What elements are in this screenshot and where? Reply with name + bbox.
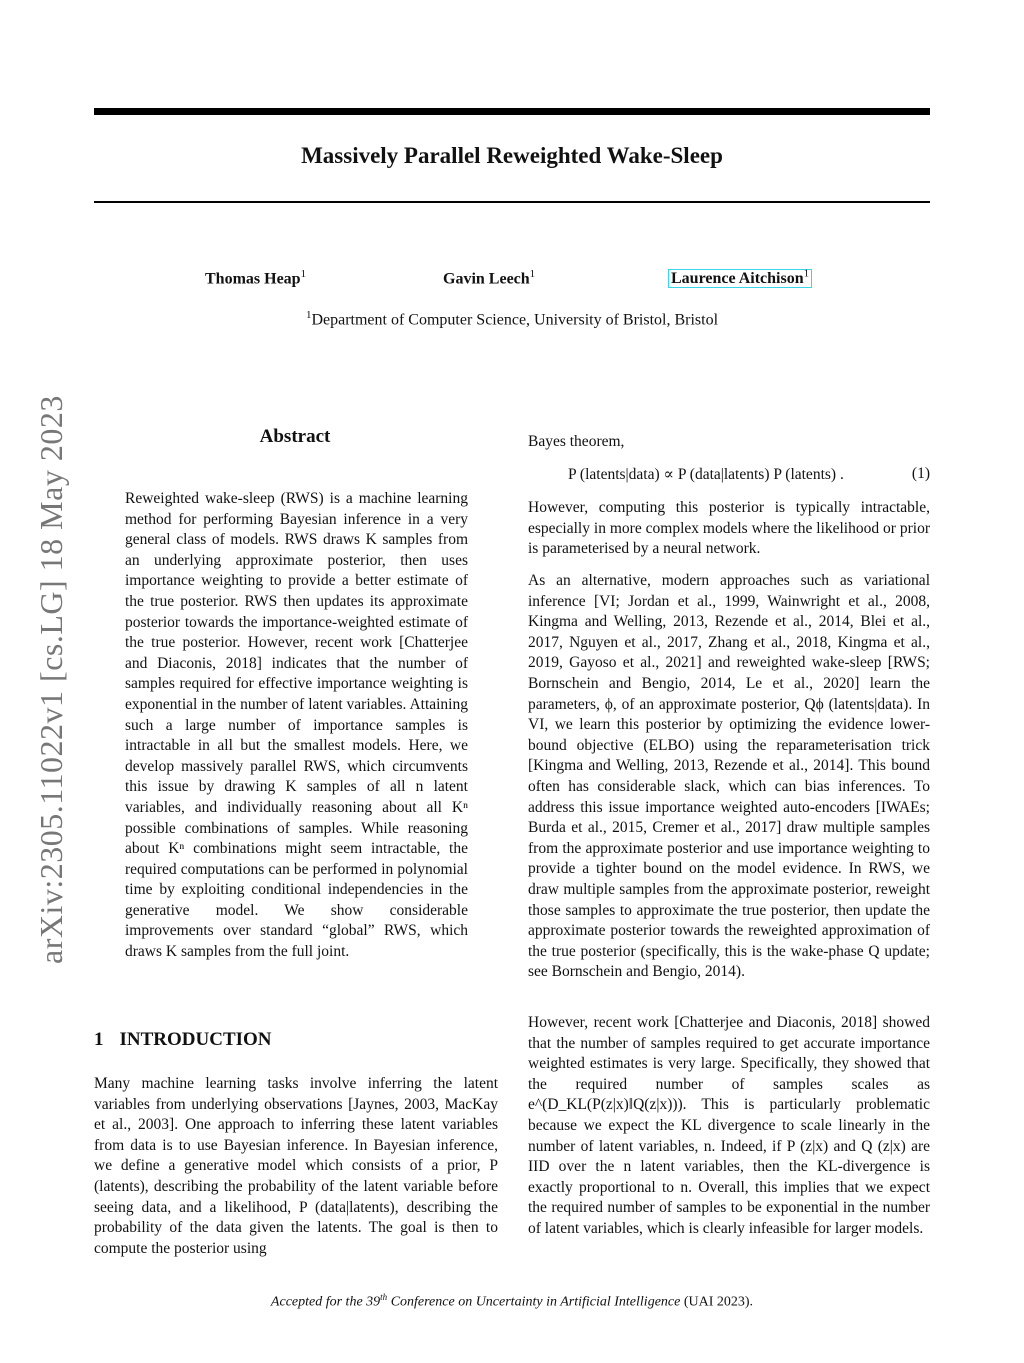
title-top-rule	[94, 108, 930, 115]
author-name: Gavin Leech	[443, 270, 530, 288]
affiliation	[94, 309, 930, 329]
footer-post: Conference on Uncertainty in Artificial Intelligence	[387, 1294, 681, 1310]
section-heading-introduction	[94, 1029, 272, 1051]
author-1	[205, 268, 306, 288]
author-name: Thomas Heap	[205, 270, 301, 288]
footer-pre: Accepted for the 39	[270, 1294, 381, 1310]
footer-venue: (UAI 2023).	[683, 1294, 754, 1310]
author-name[interactable]: Laurence Aitchison	[671, 270, 804, 288]
abstract-heading: Abstract	[259, 426, 331, 447]
introduction-text: Many machine learning tasks involve inferring the latent variables from underlying observations [Jaynes, 2003, MacKay et al., 2003]. One approach to inferring these latent variables from data is to use Bayesian inference. In Bayesian inference, we define a generative model which consists of a prior, P (latents), describing the probability of the latent variable before seeing data, and a likelihood, P (data|latents), describing the probability of the data given the latents. The goal is then to compute the posterior using	[94, 1075, 498, 1257]
paper-title: Massively Parallel Reweighted Wake-Sleep	[301, 143, 723, 168]
author-affil-sup: 1	[529, 268, 536, 280]
author-3[interactable]	[668, 268, 812, 288]
author-link[interactable]	[668, 269, 812, 288]
paragraph-sample-requirement: However, recent work [Chatterjee and Diaconis, 2018] showed that the number of samples required to get accurate importance weighted estimates is very large. Specifically, they showed that the required number of samples scales as e^(D_KL(P(z|x)‖Q(z|x))). This is particularly problematic because we expect the KL divergence to scale linearly in the number of latent variables, n. Indeed, if P (z|x) and Q (z|x) are IID over the n latent variables, then the KL-divergence is exactly proportional to n. Overall, this implies that we expect the required number of samples to be exponential in the number of latent variables, which is clearly infeasible for larger models.	[528, 1014, 930, 1237]
arxiv-identifier: arXiv:2305.11022v1 [cs.LG] 18 May 2023	[33, 395, 69, 964]
author-2	[443, 268, 535, 288]
footer-acceptance-note	[94, 1292, 930, 1311]
section-number: 1	[94, 1029, 104, 1050]
footer-sup: th	[380, 1292, 388, 1302]
author-affil-sup: 1	[300, 268, 307, 280]
author-affil-sup: 1	[803, 268, 810, 280]
section-title: INTRODUCTION	[119, 1029, 272, 1050]
equation-number: (1)	[911, 465, 930, 482]
bayes-intro: Bayes theorem,	[528, 433, 625, 450]
affiliation-text: Department of Computer Science, University of Bristol, Bristol	[311, 311, 719, 329]
paragraph-posterior-intractable: However, computing this posterior is typically intractable, especially in more complex models where the likelihood or prior is parameterised by a neural network.	[528, 499, 930, 558]
paragraph-variational-inference: As an alternative, modern approaches such as variational inference [VI; Jordan et al., 1999, Wainwright et al., 2008, Kingma and Welling, 2013, Rezende et al., 2014, Blei et al., 2017, Nguyen et al., 2017, Zhang et al., 2018, Kingma et al., 2019, Gayoso et al., 2021] and reweighted wake-sleep [RWS; Bornschein and Bengio, 2014, Le et al., 2020] learn the parameters, ϕ, of an approximate posterior, Qϕ (latents|data). In VI, we learn this posterior by optimizing the evidence lower-bound objective (ELBO) using the reparameterisation trick [Kingma and Welling, 2013, Rezende et al., 2014]. This bound often has considerable slack, which can bias inferences. To address this issue importance weighted auto-encoders [IWAEs; Burda et al., 2015, Cremer et al., 2017] draw multiple samples from the approximate posterior and use importance weighting to provide a tighter bound on the model evidence. In RWS, we draw multiple samples from the approximate posterior, reweight those samples to approximate the true posterior, then update the approximate posterior towards the reweighted approximation of the true posterior (specifically, this is the wake-phase Q update; see Bornschein and Bengio, 2014).	[528, 572, 930, 981]
abstract-text: Reweighted wake-sleep (RWS) is a machine learning method for performing Bayesian inference in a very general class of models. RWS draws K samples from an underlying approximate posterior, then uses importance weighting to provide a better estimate of the true posterior. RWS then updates its approximate posterior towards the importance-weighted estimate of the true posterior. However, recent work [Chatterjee and Diaconis, 2018] indicates that the number of samples required for effective importance weighting is exponential in the number of latent variables. Attaining such a large number of importance samples is intractable in all but the smallest models. Here, we develop massively parallel RWS, which circumvents this issue by drawing K samples of all n latent variables, and individually reasoning about all Kⁿ possible combinations of samples. While reasoning about Kⁿ combinations might seem intractable, the required computations can be performed in polynomial time by exploiting conditional independencies in the generative model. We show considerable improvements over standard “global” RWS, which draws K samples from the full joint.	[125, 490, 468, 961]
affiliation-sup: 1	[305, 309, 312, 321]
equation-expression: P (latents|data) ∝ P (data|latents) P (latents) .	[568, 466, 844, 483]
title-bottom-rule	[94, 201, 930, 203]
